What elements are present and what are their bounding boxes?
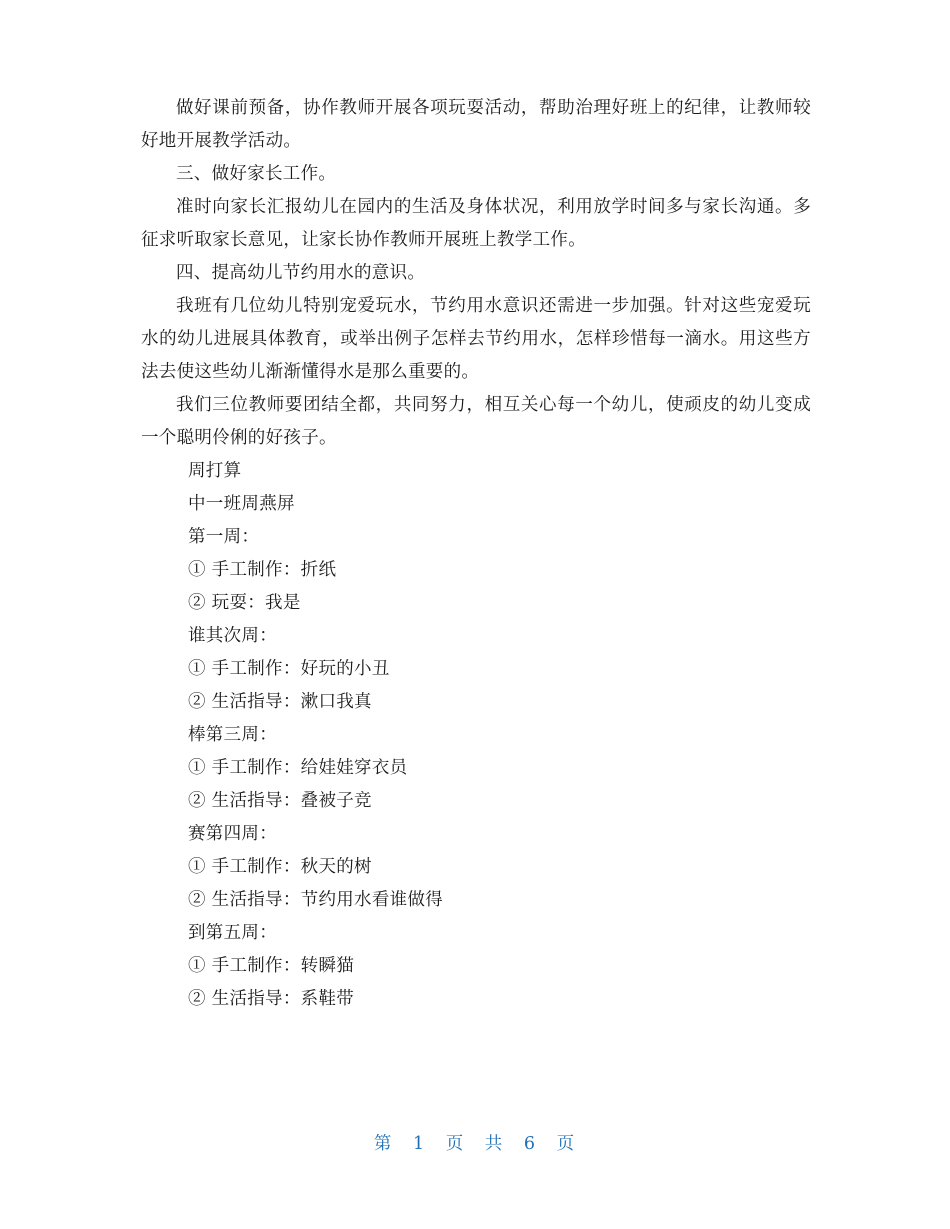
footer-label-unit: 页 [556, 1134, 577, 1154]
section-heading: 四、提高幼儿节约用水的意识。 [176, 263, 426, 283]
week-heading: 棒第三周： [188, 725, 277, 745]
paragraph: 我们三位教师要团结全都，共同努力，相互关心每一个幼儿，使顽皮的幼儿变成一个聪明伶俐的好孩子。 [141, 395, 811, 448]
plan-item: ① 手工制作：给娃娃穿衣员 [188, 758, 408, 778]
current-page-number: 1 [412, 1134, 427, 1154]
plan-item: ① 手工制作：折纸 [188, 560, 337, 580]
plan-title: 周打算 [188, 461, 242, 481]
paragraph: 准时向家长汇报幼儿在园内的生活及身体状况，利用放学时间多与家长沟通。多征求听取家长意见，让家长协作教师开展班上教学工作。 [141, 197, 811, 250]
plan-item: ① 手工制作：转瞬猫 [188, 956, 355, 976]
total-pages-number: 6 [523, 1134, 537, 1154]
footer-label-unit: 页 [445, 1134, 466, 1154]
plan-author: 中一班周燕屏 [188, 494, 295, 514]
plan-item: ② 玩耍：我是 [188, 593, 301, 613]
section-heading: 三、做好家长工作。 [176, 164, 337, 184]
page-footer [0, 1130, 950, 1155]
week-heading: 第一周： [188, 527, 260, 547]
footer-label-total: 共 [484, 1134, 505, 1154]
paragraph: 做好课前预备，协作教师开展各项玩耍活动，帮助治理好班上的纪律，让教师较好地开展教学活动。 [141, 98, 811, 151]
week-heading: 到第五周： [188, 923, 277, 943]
plan-item: ② 生活指导：系鞋带 [188, 989, 355, 1009]
plan-item: ② 生活指导：漱口我真 [188, 692, 372, 712]
week-heading: 赛第四周： [188, 824, 277, 844]
plan-item: ① 手工制作：好玩的小丑 [188, 659, 390, 679]
plan-item: ② 生活指导：叠被子竞 [188, 791, 372, 811]
footer-label-page: 第 [373, 1134, 394, 1154]
plan-item: ① 手工制作：秋天的树 [188, 857, 372, 877]
week-heading: 谁其次周： [188, 626, 277, 646]
paragraph: 我班有几位幼儿特别宠爱玩水，节约用水意识还需进一步加强。针对这些宠爱玩水的幼儿进展具体教育，或举出例子怎样去节约用水，怎样珍惜每一滴水。用这些方法去使这些幼儿渐渐懂得水是那么重要的。 [141, 296, 811, 382]
document-body [141, 92, 811, 1016]
plan-item: ② 生活指导：节约用水看谁做得 [188, 890, 444, 910]
